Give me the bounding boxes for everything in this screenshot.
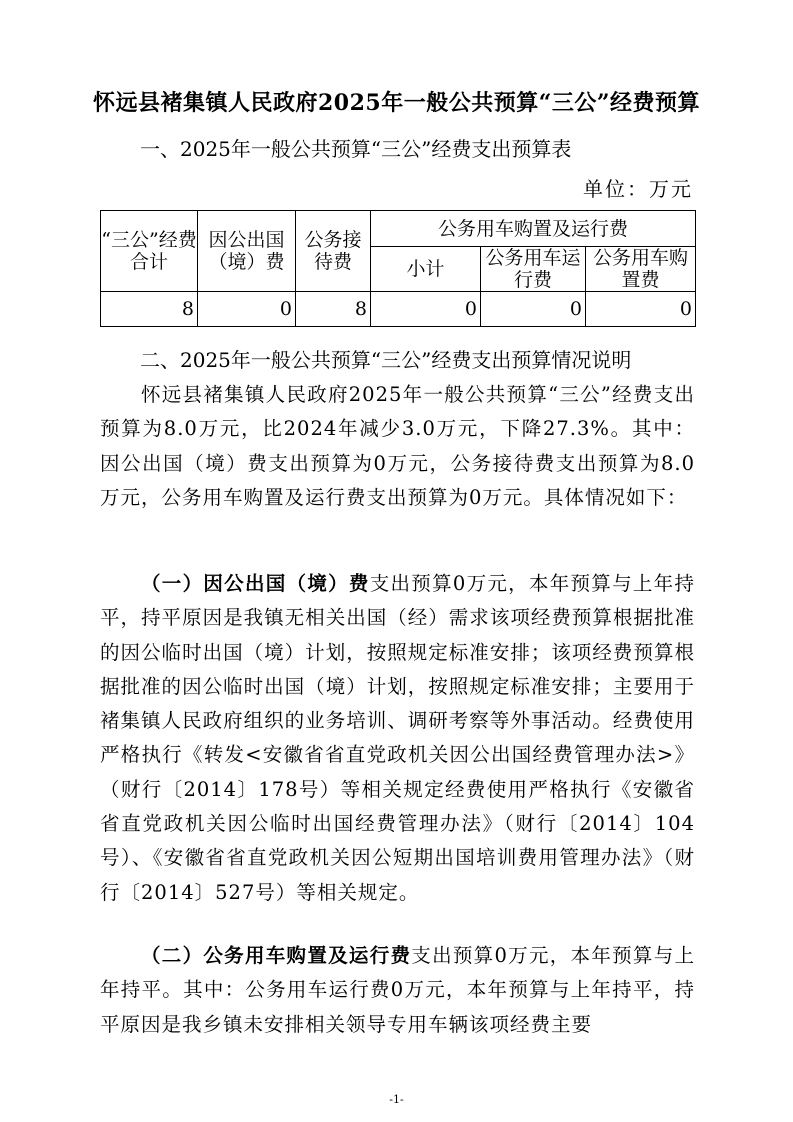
- item1-paragraph: [100, 567, 695, 910]
- summary-paragraph: 怀远县褚集镇人民政府2025年一般公共预算“三公”经费支出预算为8.0万元，比2024年减少3.0万元，下降27.3%。其中：因公出国（境）费支出预算为0万元，公务接待费支出预算为8.0万元，公务用车购置及运行费支出预算为0万元。具体情况如下：: [100, 383, 695, 509]
- header-total: “三公”经费合计: [101, 211, 198, 292]
- cell-vehicle-operation: 0: [481, 292, 586, 327]
- header-subtotal: 小计: [371, 247, 481, 292]
- cell-abroad: 0: [198, 292, 296, 327]
- item1-heading: （一）因公出国（境）费: [141, 572, 370, 595]
- item1-text: 支出预算0万元，本年预算与上年持平，持平原因是我镇无相关出国（经）需求该项经费预算根据批准的因公临时出国（境）计划，按照规定标准安排；该项经费预算根据批准的因公临时出国（境）计划，按照规定标准安排；主要用于褚集镇人民政府组织的业务培训、调研考察等外事活动。经费使用严格执行《转发<安徽省省直党政机关因公出国经费管理办法>》（财行〔2014〕178号）等相关规定经费使用严格执行《安徽省省直党政机关因公临时出国经费管理办法》（财行〔2014〕104号）、《安徽省省直党政机关因公短期出国培训费用管理办法》（财行〔2014〕527号）等相关规定。: [100, 572, 695, 904]
- section1-heading: 一、2025年一般公共预算“三公”经费支出预算表: [140, 137, 572, 161]
- page-number: -1-: [389, 1093, 404, 1106]
- header-vehicle-group: 公务用车购置及运行费: [371, 211, 696, 247]
- cell-reception: 8: [296, 292, 371, 327]
- header-abroad: 因公出国（境）费: [198, 211, 296, 292]
- budget-table: [100, 210, 696, 327]
- header-vehicle-operation: 公务用车运行费: [481, 247, 586, 292]
- header-vehicle-purchase: 公务用车购置费: [586, 247, 696, 292]
- item2-text: 支出预算0万元，本年预算与上年持平。其中：公务用车运行费0万元，本年预算与上年持平，持平原因是我乡镇未安排相关领导专用车辆该项经费主要: [100, 944, 695, 1036]
- item2-paragraph: [100, 939, 695, 1042]
- header-reception: 公务接待费: [296, 211, 371, 292]
- document-title: 怀远县褚集镇人民政府2025年一般公共预算“三公”经费预算: [92, 90, 701, 116]
- item2-heading: （二）公务用车购置及运行费: [141, 944, 412, 967]
- cell-vehicle-purchase: 0: [586, 292, 696, 327]
- section2-heading: 二、2025年一般公共预算“三公”经费支出预算情况说明: [140, 348, 632, 372]
- cell-total: 8: [101, 292, 198, 327]
- cell-subtotal: 0: [371, 292, 481, 327]
- unit-label: 单位：万元: [583, 177, 693, 201]
